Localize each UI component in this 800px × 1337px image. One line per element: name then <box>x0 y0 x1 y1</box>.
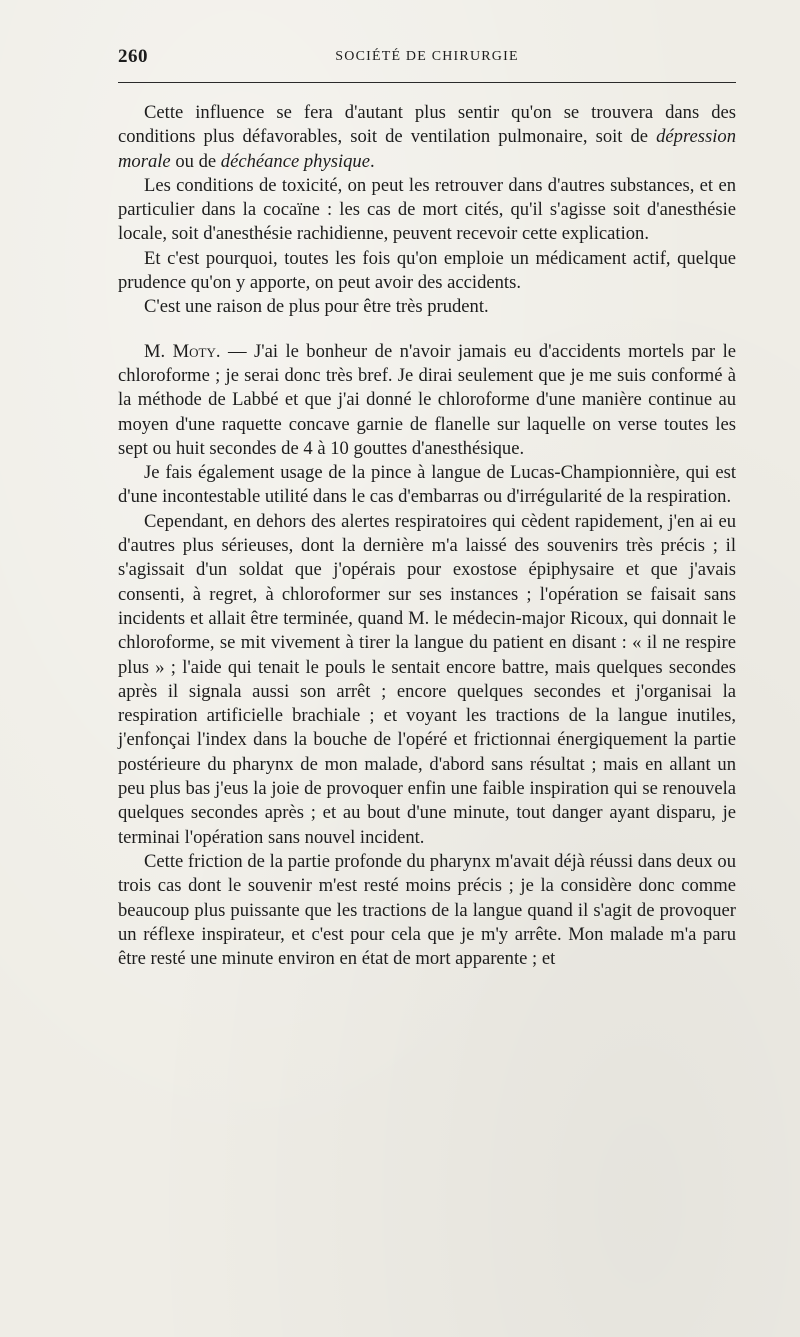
text-run: Cependant, en dehors des alertes respiratoires qui cèdent rapidement, j'en ai eu d'autres plus sérieuses, dont la dernière m'a laissé des souvenirs très précis ; il s'agissait d'un soldat que j'opérais pour exostose épiphysaire et que j'avais consenti, à regret, à chloroformer sur ses instances ; l'opération se faisait sans incidents et allait être terminée, quand M. le médecin-major Ricoux, qui donnait le chloroforme, se mit vivement à tirer la langue du patient en disant : « il ne respire plus » ; l'aide qui tenait le pouls le sentait encore battre, mais quelques secondes après il signala aussi son arrêt ; encore quelques secondes et j'organisai la respiration artificielle brachiale ; et voyant les tractions de la langue inutiles, j'enfonçai l'index dans la bouche de l'opéré et frictionnai énergiquement la partie postérieure du pharynx de mon malade, d'abord sans résultat ; mais en allant un peu plus bas j'eus la joie de provoquer enfin une faible inspiration qui se renouvela quelques secondes après ; et au bout d'une minute, tout danger ayant disparu, je terminai l'opération sans nouvel incident. <box>118 510 736 848</box>
text-run: ou de <box>170 150 221 172</box>
text-run: . — J'ai le bonheur de n'avoir jamais eu d'accidents mortels par le chloroforme ; je serai donc très bref. Je dirai seulement que je me suis conformé à la méthode de Labbé et que j'ai donné le chloroforme d'une manière continue au moyen d'une raquette concave garnie de flanelle sur laquelle on verse toutes les sept ou huit secondes de 4 à 10 gouttes d'anesthésique. <box>118 340 736 459</box>
paragraph <box>118 340 736 461</box>
paragraph <box>118 101 736 174</box>
header-rule <box>118 82 736 83</box>
paragraph <box>118 174 736 247</box>
paragraph <box>118 461 736 510</box>
text-run: C'est une raison de plus pour être très prudent. <box>144 296 489 318</box>
text-run: Cette influence se fera d'autant plus sentir qu'on se trouvera dans des conditions plus défavorables, soit de ventilation pulmonaire, soit de <box>118 102 736 148</box>
paragraph <box>118 510 736 850</box>
running-head: SOCIÉTÉ DE CHIRURGIE <box>335 49 519 64</box>
paragraph <box>118 850 736 971</box>
page-header <box>118 46 736 70</box>
text-run: Et c'est pourquoi, toutes les fois qu'on emploie un médicament actif, quelque prudence qu'on y apporte, on peut avoir des accidents. <box>118 247 736 294</box>
body-text <box>118 101 736 971</box>
text-run: M. <box>144 340 173 362</box>
text-run: Je fais également usage de la pince à langue de Lucas-Championnière, qui est d'une incontestable utilité dans le cas d'embarras ou d'irrégularité de la respiration. <box>118 462 736 508</box>
text-run: Cette friction de la partie profonde du pharynx m'avait déjà réussi dans deux ou trois cas dont le souvenir m'est resté moins précis ; je la considère donc comme beaucoup plus puissante que les tractions de la langue quand il s'agit de provoquer un réflexe inspirateur, et c'est pour cela que je m'y arrête. Mon malade m'a paru être resté une minute environ en état de mort apparente ; et <box>118 850 736 970</box>
italic-text-run: dépression morale <box>118 126 736 172</box>
text-run: Les conditions de toxicité, on peut les retrouver dans d'autres substances, et en particulier dans la cocaïne : les cas de mort cités, qu'il s'agisse soit d'anesthésie locale, soit d'anesthésie rachidienne, peuvent recevoir cette explication. <box>118 174 736 245</box>
paragraph <box>118 295 736 319</box>
italic-text-run: déchéance physique <box>220 150 370 172</box>
paragraph <box>118 247 736 296</box>
text-run: . <box>369 150 375 172</box>
speaker-name: Moty <box>172 340 216 362</box>
page-number: 260 <box>118 46 148 67</box>
